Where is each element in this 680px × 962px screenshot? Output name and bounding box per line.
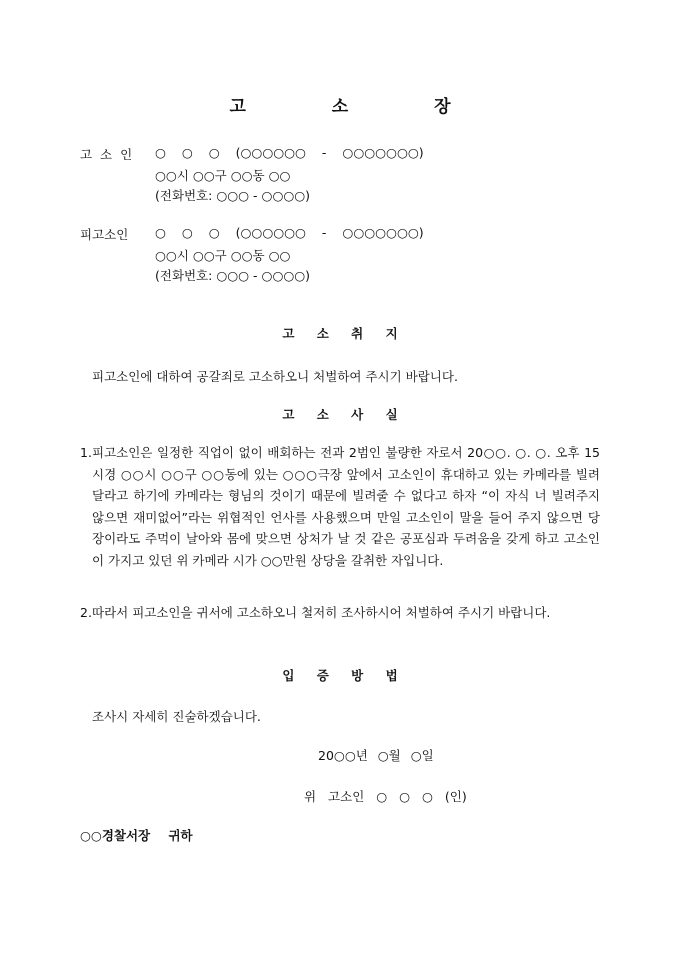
complainant-name-line: ○ ○ ○ (○○○○○○ - ○○○○○○○) (155, 145, 424, 160)
recipient-line: ○○경찰서장 귀하 (80, 828, 193, 843)
defendant-name-line: ○ ○ ○ (○○○○○○ - ○○○○○○○) (155, 225, 424, 240)
facts-item-number: 2. (80, 605, 92, 620)
complainant-phone: (전화번호: ○○○ - ○○○○) (155, 188, 311, 203)
defendant-phone: (전화번호: ○○○ - ○○○○) (155, 268, 311, 283)
facts-item (80, 602, 600, 624)
evidence-heading: 입 증 방 법 (282, 668, 407, 683)
purpose-heading: 고 소 취 지 (282, 326, 407, 341)
document-title: 고 소 장 (229, 97, 491, 117)
facts-item (80, 442, 600, 571)
facts-heading: 고 소 사 실 (282, 407, 407, 422)
document-date: 20○○년 ○월 ○일 (318, 748, 434, 763)
defendant-label: 피고소인 (80, 227, 129, 242)
complainant-signature: 위 고소인 ○ ○ ○ (인) (304, 789, 467, 804)
facts-item-text: 피고소인은 일정한 직업이 없이 배회하는 전과 2범인 불량한 자로서 20○○. ○. ○. 오후 15시경 ○○시 ○○구 ○○동에 있는 ○○○극장 앞에서 고소인이 휴대하고 있는 카메라를 빌려 달라고 하기에 카메라는 형님의 것이기 때문에 빌려줄 수 없다고 하자 “이 자식 너 빌려주지 않으면 재미없어”라는 위협적인 언사를 사용했으며 만일 고소인이 말을 들어 주지 않으면 당장이라도 주먹이 날아와 몸에 맞으면 상처가 날 것 같은 공포심과 두려움을 갖게 하고 고소인이 가지고 있던 위 카메라 시가 ○○만원 상당을 갈취한 자입니다. (92, 445, 600, 568)
defendant-address: ○○시 ○○구 ○○동 ○○ (155, 248, 291, 263)
complainant-label: 고 소 인 (80, 147, 135, 162)
facts-item-text: 따라서 피고소인을 귀서에 고소하오니 철저히 조사하시어 처벌하여 주시기 바랍니다. (92, 605, 551, 620)
facts-item-number: 1. (80, 445, 92, 460)
complainant-address: ○○시 ○○구 ○○동 ○○ (155, 168, 291, 183)
evidence-text: 조사시 자세히 진술하겠습니다. (92, 709, 261, 724)
purpose-text: 피고소인에 대하여 공갈죄로 고소하오니 처벌하여 주시기 바랍니다. (92, 369, 458, 384)
